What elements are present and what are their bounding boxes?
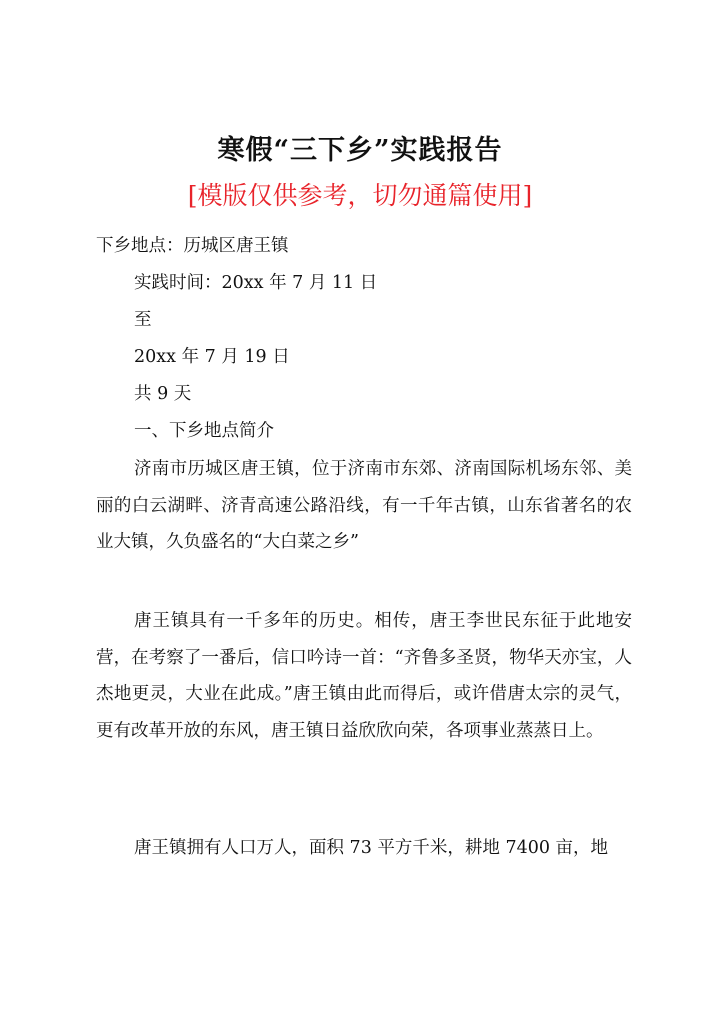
document-title: 寒假“三下乡”实践报告 [217, 135, 503, 166]
end-date-line: 20xx 年 7 月 19 日 [134, 347, 290, 367]
template-notice: [模版仅供参考，切勿通篇使用] [187, 181, 533, 210]
paragraph-intro: 济南市历城区唐王镇，位于济南市东郊、济南国际机场东邻、美丽的白云湖畔、济青高速公路沿线，有一千年古镇，山东省著名的农业大镇，久负盛名的“大白菜之乡” [96, 459, 632, 552]
location-line: 下乡地点：历城区唐王镇 [96, 236, 289, 256]
duration-line: 共 9 天 [134, 384, 192, 404]
paragraph-history: 唐王镇具有一千多年的历史。相传，唐王李世民东征于此地安营，在考察了一番后，信口吟诗一首：“齐鲁多圣贤，物华天亦宝，人杰地更灵，大业在此成。”唐王镇由此而得后，或许借唐太宗的灵气，更有改革开放的东风，唐王镇日益欣欣向荣，各项事业蒸蒸日上。 [96, 611, 632, 741]
paragraph-population: 唐王镇拥有人口万人，面积 73 平方千米，耕地 7400 亩，地 [134, 838, 609, 858]
to-line: 至 [134, 310, 152, 330]
time-line: 实践时间：20xx 年 7 月 11 日 [134, 273, 378, 293]
section-heading: 一、下乡地点简介 [134, 421, 274, 441]
